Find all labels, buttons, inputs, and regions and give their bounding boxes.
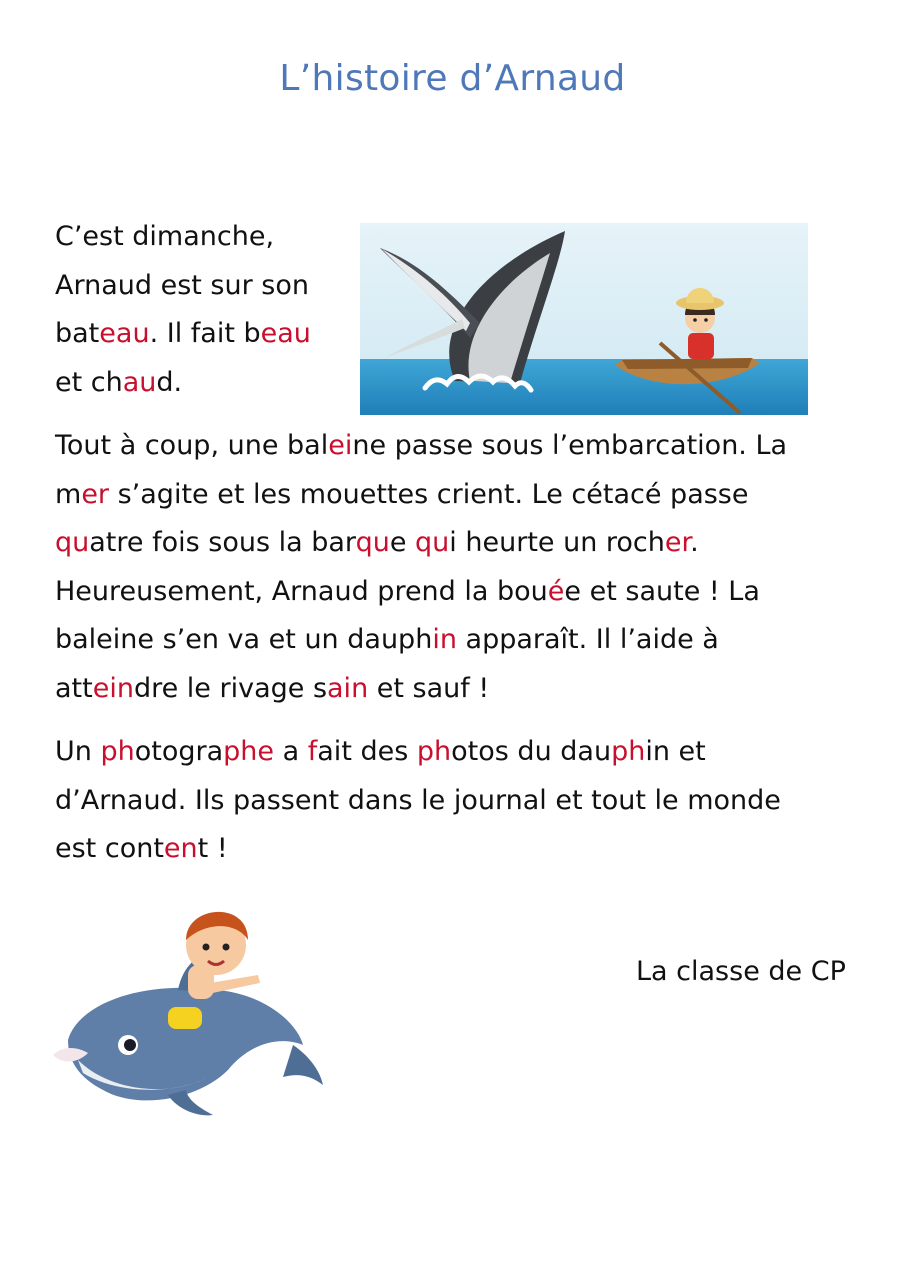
text-segment: e	[389, 527, 416, 558]
highlighted-sound: ain	[327, 672, 369, 704]
text-segment: e et saute ! La	[564, 575, 760, 607]
text-segment: . Il fait b	[149, 318, 261, 349]
text-segment: apparaît. Il l’aide à	[456, 624, 719, 655]
highlighted-sound: qu	[55, 527, 90, 558]
text-segment: Arnaud est sur son	[55, 269, 309, 301]
highlighted-sound: er	[81, 478, 110, 510]
whale-boat-illustration	[360, 223, 808, 415]
text-line	[55, 367, 182, 398]
text-line	[55, 785, 781, 816]
text-segment: a	[274, 736, 308, 767]
text-line	[55, 318, 311, 349]
text-segment: dre le rivage s	[133, 672, 328, 704]
story-paragraph-3	[55, 728, 781, 874]
highlighted-sound: ph	[416, 736, 452, 767]
text-segment: Tout à coup, une bal	[55, 430, 329, 461]
text-segment: C’est dimanche,	[55, 221, 275, 252]
highlighted-sound: é	[547, 575, 565, 607]
text-segment: Un	[55, 736, 101, 767]
text-segment: et ch	[55, 366, 123, 398]
text-line	[55, 624, 719, 655]
text-line	[55, 673, 489, 704]
highlighted-sound: ph	[611, 736, 646, 767]
story-paragraph-1	[55, 213, 311, 407]
text-segment: otogra	[134, 736, 224, 767]
highlighted-sound: ei	[328, 430, 353, 461]
highlighted-sound: en	[163, 833, 198, 864]
text-segment: t !	[197, 833, 228, 864]
text-line	[55, 576, 760, 607]
text-segment: et sauf !	[368, 672, 490, 704]
highlighted-sound: er	[664, 527, 691, 558]
text-segment: ne passe sous l’embarcation. La	[352, 430, 788, 461]
text-segment: in et	[645, 736, 706, 767]
text-segment: .	[690, 527, 699, 558]
text-line	[55, 527, 699, 558]
text-segment: Heureusement, Arnaud prend la bou	[55, 575, 548, 607]
text-segment: d’Arnaud. Ils passent dans le journal et tout le monde	[55, 784, 781, 816]
dolphin-boy-illustration	[48, 895, 338, 1130]
text-segment: atre fois sous la bar	[89, 527, 356, 558]
text-segment: s’agite et les mouettes crient. Le cétacé passe	[109, 478, 749, 510]
text-segment: att	[55, 672, 93, 704]
text-line	[55, 479, 749, 510]
text-segment: baleine s’en va et un dauph	[55, 624, 433, 655]
highlighted-sound: eau	[99, 318, 150, 349]
text-segment: otos du dau	[451, 736, 612, 767]
highlighted-sound: f	[307, 736, 318, 767]
highlighted-sound: qu	[415, 527, 450, 558]
text-line	[55, 270, 309, 301]
story-paragraph-2	[55, 422, 787, 713]
highlighted-sound: in	[432, 624, 457, 655]
text-line	[55, 430, 787, 461]
page-title: L’histoire d’Arnaud	[279, 58, 626, 99]
text-line	[55, 833, 228, 864]
text-line	[55, 736, 706, 767]
highlighted-sound: au	[122, 366, 157, 398]
highlighted-sound: phe	[223, 736, 275, 767]
signature: La classe de CP	[636, 956, 846, 987]
text-segment: est cont	[55, 833, 164, 864]
highlighted-sound: ein	[92, 672, 134, 704]
text-line	[55, 221, 274, 252]
text-segment: i heurte un roch	[449, 527, 665, 558]
text-segment: d.	[156, 366, 183, 398]
highlighted-sound: eau	[260, 318, 311, 349]
text-segment: bat	[55, 318, 100, 349]
highlighted-sound: qu	[355, 527, 390, 558]
highlighted-sound: ph	[100, 736, 135, 767]
text-segment: m	[55, 478, 82, 510]
text-segment: ait des	[317, 736, 417, 767]
